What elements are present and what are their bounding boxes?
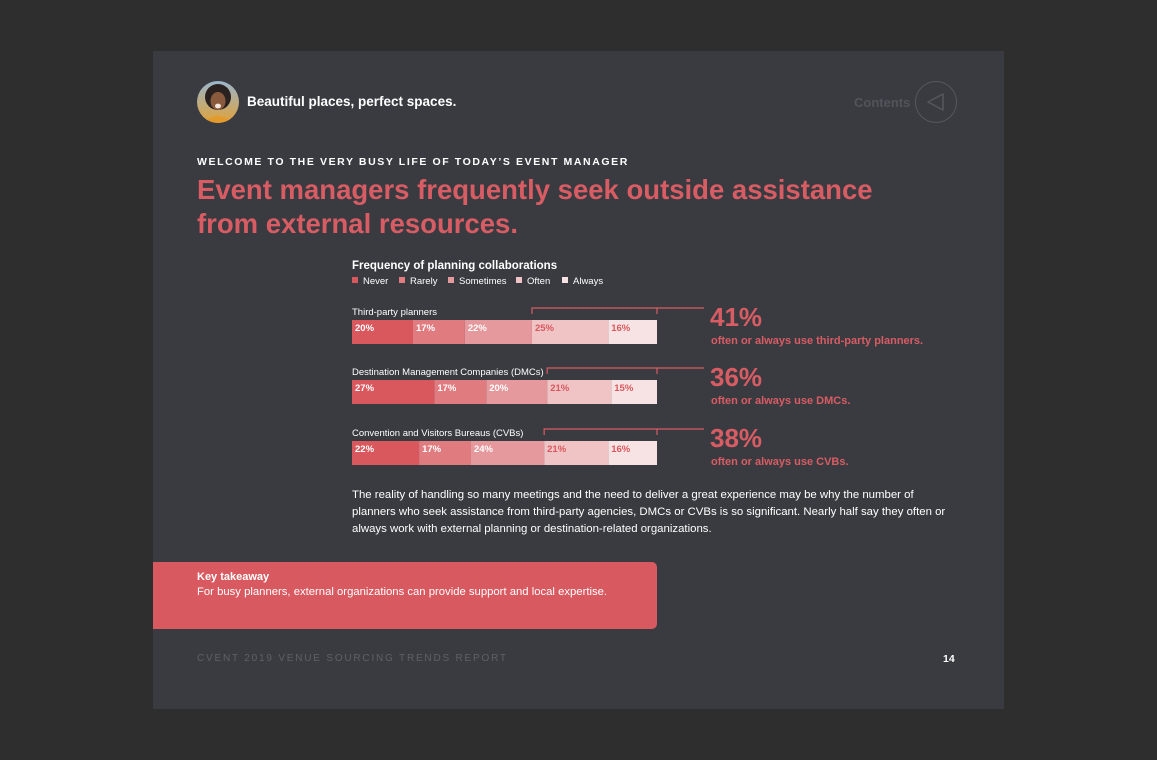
legend-swatch (352, 277, 358, 283)
key-takeaway-box (153, 562, 657, 629)
bar-value-label: 17% (437, 383, 457, 394)
bar-value-label: 27% (355, 383, 375, 394)
category-label: Third-party planners (352, 307, 438, 318)
bar-value-label: 25% (534, 323, 554, 334)
legend-label: Often (527, 276, 551, 287)
bar-value-label: 21% (547, 444, 567, 455)
footer-report-title: CVENT 2019 VENUE SOURCING TRENDS REPORT (197, 653, 508, 664)
callout-bracket (547, 368, 657, 374)
legend-label: Rarely (410, 276, 438, 287)
legend-swatch (448, 277, 454, 283)
callout-value: 36% (710, 362, 763, 392)
headline-line-1: Event managers frequently seek outside assistance (197, 174, 873, 205)
report-page (153, 51, 1004, 709)
callout-text: often or always use third-party planners. (711, 335, 924, 347)
contents-link[interactable]: Contents (854, 95, 911, 110)
bar-value-label: 15% (614, 383, 634, 394)
page-number: 14 (943, 653, 955, 665)
section-eyebrow: WELCOME TO THE VERY BUSY LIFE OF TODAY’S EVENT MANAGER (197, 156, 629, 168)
callout-value: 38% (710, 423, 763, 453)
bar-value-label: 22% (467, 323, 487, 334)
callout-bracket (544, 429, 657, 435)
callout-bracket (532, 308, 657, 314)
bar-value-label: 24% (473, 444, 493, 455)
brand-tagline: Beautiful places, perfect spaces. (247, 94, 457, 109)
bar-value-label: 21% (550, 383, 570, 394)
takeaway-title: Key takeaway (197, 571, 270, 583)
legend-swatch (562, 277, 568, 283)
legend-swatch (516, 277, 522, 283)
legend-label: Sometimes (459, 276, 507, 287)
category-label: Destination Management Companies (DMCs) (352, 367, 544, 378)
legend-swatch (399, 277, 405, 283)
legend-label: Always (573, 276, 604, 287)
takeaway-text: For busy planners, external organizations can provide support and local expertise. (197, 586, 608, 598)
bar-value-label: 22% (355, 444, 375, 455)
bar-value-label: 17% (422, 444, 442, 455)
category-label: Convention and Visitors Bureaus (CVBs) (352, 428, 524, 439)
bar-value-label: 16% (611, 323, 631, 334)
bar-value-label: 16% (611, 444, 631, 455)
bar-value-label: 20% (355, 323, 375, 334)
headline-line-2: from external resources. (197, 208, 518, 239)
bar-value-label: 17% (416, 323, 436, 334)
body-paragraph: The reality of handling so many meetings and the need to deliver a great experience may be why the number of planners who seek assistance from third-party agencies, DMCs or CVBs is so significant. Nearly half say they often or always work with external planning or destination-related organizations. (352, 489, 946, 535)
callout-value: 41% (710, 302, 763, 332)
stacked-bar-chart (153, 51, 1004, 481)
legend-label: Never (363, 276, 389, 287)
chart-title: Frequency of planning collaborations (352, 260, 558, 272)
bar-value-label: 20% (489, 383, 509, 394)
callout-text: often or always use CVBs. (711, 456, 849, 468)
callout-text: often or always use DMCs. (711, 395, 851, 407)
